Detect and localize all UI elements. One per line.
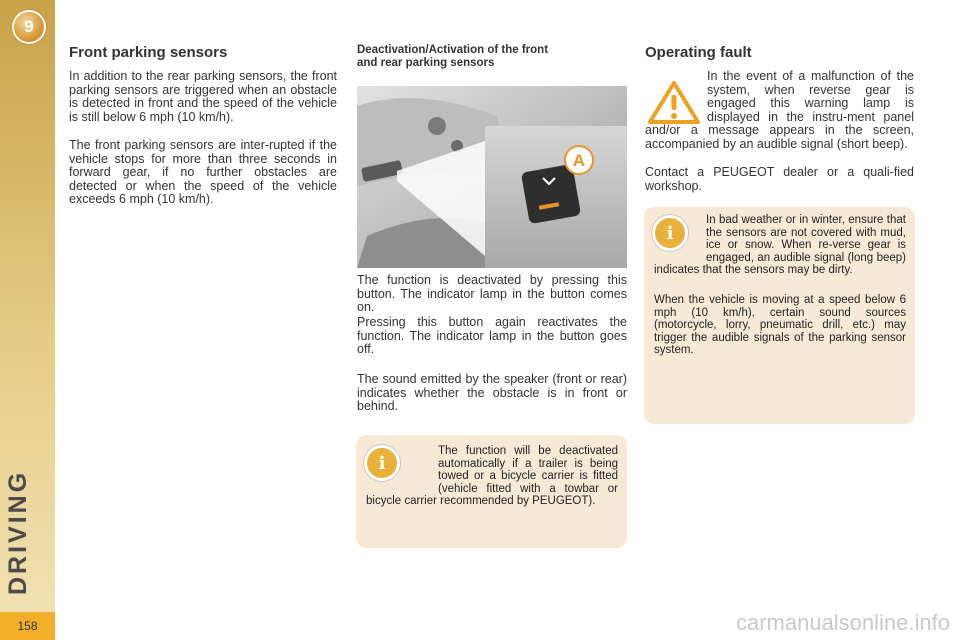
col1-paragraph-2: The front parking sensors are inter-rupted if the vehicle stops for more than three seconds in forward gear, if no further obstacles are detected or when the speed of the vehicle exceeds 6 mph (10 km/h). [69, 138, 337, 206]
info-icon: i [652, 215, 688, 251]
col3-paragraph-2: Contact a PEUGEOT dealer or a quali-fied workshop. [645, 165, 914, 193]
icon-wrap-spacer [645, 70, 707, 124]
col2-paragraph-3: The sound emitted by the speaker (front or rear) indicates whether the obstacle is in front or behind. [357, 372, 627, 413]
weather-note-box [644, 207, 915, 424]
col2-paragraph-2: Pressing this button again reactivates the function. The indicator lamp in the button goes off. [357, 315, 627, 356]
operating-fault-heading: Operating fault [645, 44, 752, 61]
deactivation-heading-line-2: and rear parking sensors [357, 57, 495, 69]
front-parking-sensors-heading: Front parking sensors [69, 44, 228, 61]
dashboard-photo [357, 86, 627, 268]
dashboard-illustration [357, 86, 627, 268]
section-title: DRIVING [4, 469, 32, 595]
icon-wrap-spacer [366, 445, 438, 483]
chapter-sidebar [0, 0, 55, 640]
chapter-number-badge: 9 [12, 10, 46, 44]
deactivation-heading-line-1: Deactivation/Activation of the front [357, 44, 549, 56]
icon-wrap-spacer [654, 214, 706, 252]
page-number: 158 [0, 612, 55, 640]
col3-paragraph-1: In the event of a malfunction of the system, when reverse gear is engaged this warning lamp is displayed in the instru-ment panel and/or a message appears in the screen, accompanied by an audible signal (short beep). [645, 69, 914, 151]
trailer-note-box [356, 435, 627, 548]
info-icon: i [364, 445, 400, 481]
col1-paragraph-1: In addition to the rear parking sensors, the front parking sensors are triggered when an obstacle is detected in front and the speed of the vehicle is still below 6 mph (10 km/h). [69, 69, 337, 124]
col2-paragraph-1: The function is deactivated by pressing this button. The indicator lamp in the button comes on. [357, 273, 627, 314]
trailer-note-text: The function will be deactivated automatically if a trailer is being towed or a bicycle carrier is fitted (vehicle fitted with a towbar or bicycle carrier recommended by PEUGEOT). [366, 445, 618, 507]
weather-note-paragraph-1: In bad weather or in winter, ensure that the sensors are not covered with mud, ice or snow. When re-verse gear is engaged, an audible signal (long beep) indicates that the sensors may be dirty. [654, 214, 906, 276]
callout-a-label: A [572, 151, 586, 170]
deactivation-heading [357, 44, 632, 70]
weather-note-paragraph-2: When the vehicle is moving at a speed below 6 mph (10 km/h), certain sound sources (motorcycle, lorry, pneumatic drill, etc.) may trigger the audible signals of the parking sensor system. [654, 294, 906, 356]
watermark: carmanualsonline.info [735, 610, 950, 635]
